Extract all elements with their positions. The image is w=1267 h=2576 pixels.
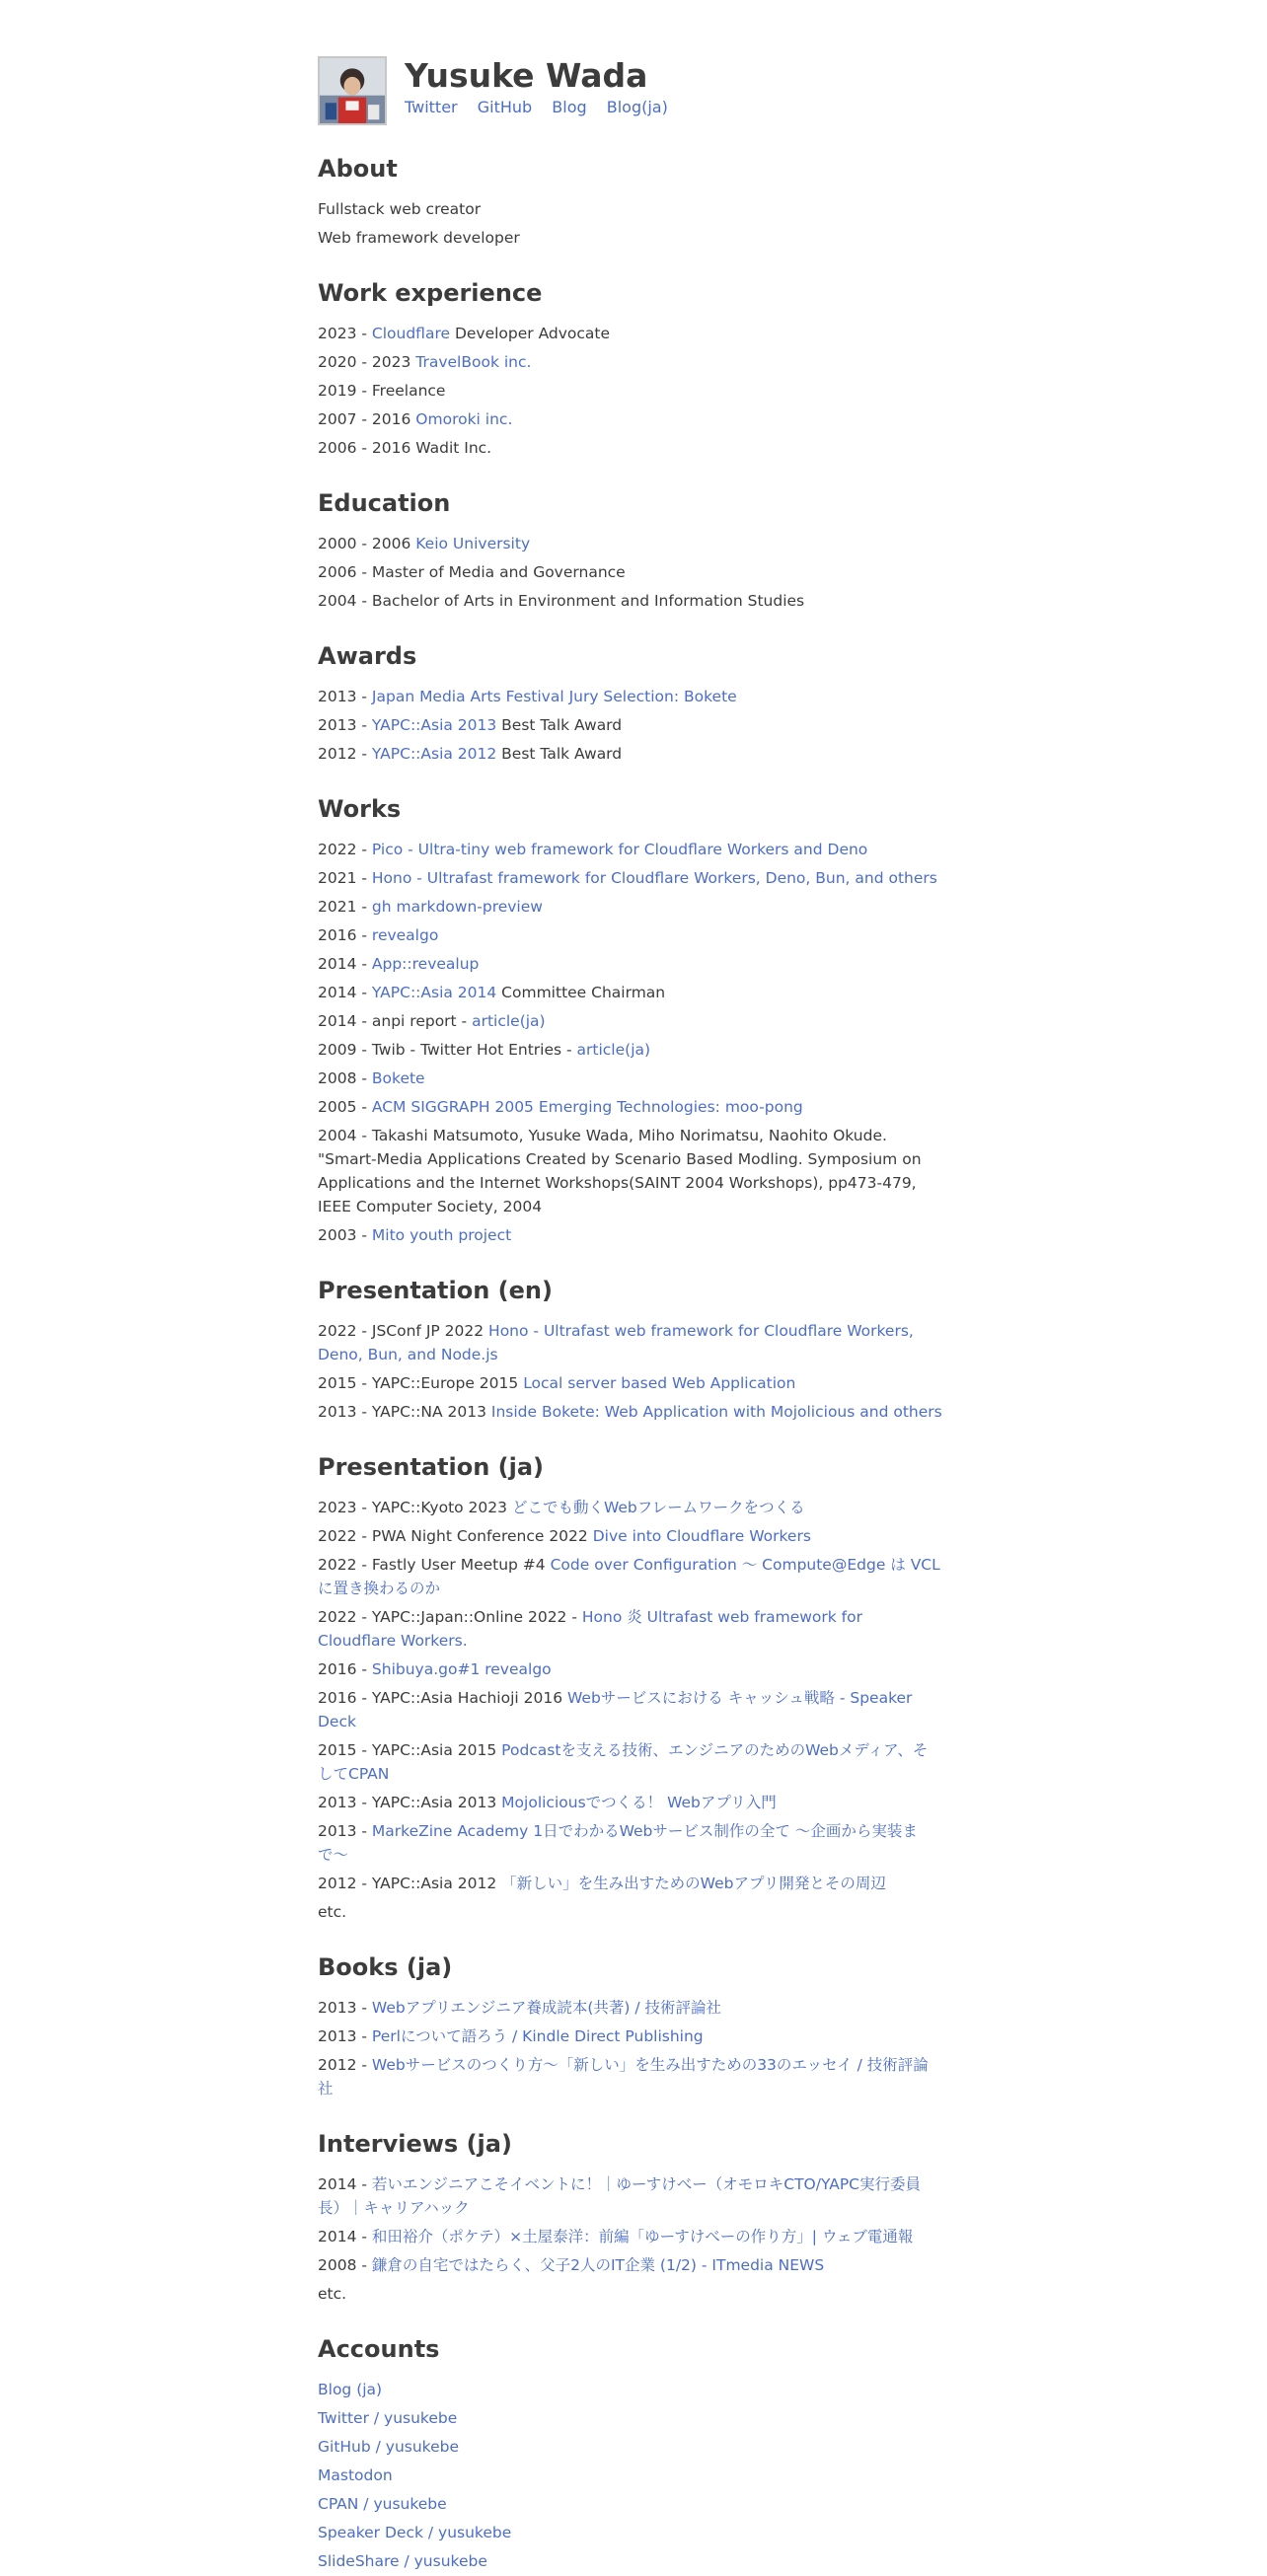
list-item (318, 1553, 942, 1600)
item-text: 2013 - YAPC::NA 2013 (318, 1403, 491, 1421)
list-item (318, 713, 942, 737)
blog-ja-link[interactable]: Blog(ja) (606, 98, 668, 116)
item-link[interactable]: どこでも動くWebフレームワークをつくる (511, 1499, 805, 1516)
list-item (318, 589, 942, 613)
item-link[interactable]: Mojoliciousでつくる！ Webアプリ入門 (501, 1794, 777, 1811)
item-link[interactable]: article(ja) (576, 1041, 651, 1059)
item-link[interactable]: ACM SIGGRAPH 2005 Emerging Technologies: moo-pong (371, 1098, 803, 1116)
list-item (318, 1819, 942, 1867)
about-line: Web framework developer (318, 229, 520, 247)
list-item (318, 1657, 942, 1681)
item-text: 2004 - Takashi Matsumoto, Yusuke Wada, Miho Norimatsu, Naohito Okude. "Smart-Media Applications Created by Scenario Based Modling. Symposium on Applications and the Internet Workshops(SAINT 2004 Workshops), pp473-479, IEEE Computer Society, 2004 (318, 1127, 922, 1215)
list-item (318, 1686, 942, 1733)
profile-text (405, 56, 683, 118)
item-link[interactable]: Mito youth project (371, 1226, 512, 1244)
item-text: 2022 - (318, 841, 372, 858)
education-list (318, 532, 942, 613)
item-text: 2023 - YAPC::Kyoto 2023 (318, 1499, 512, 1516)
item-text-suffix: Best Talk Award (496, 716, 623, 734)
item-text: 2021 - (318, 869, 372, 887)
list-item (318, 350, 942, 374)
item-link[interactable]: Shibuya.go#1 revealgo (371, 1660, 552, 1678)
list-item (318, 952, 942, 976)
item-link[interactable]: TravelBook inc. (415, 353, 532, 371)
account-link-slideshare[interactable]: SlideShare / yusukebe (318, 2552, 487, 2570)
list-item (318, 1738, 942, 1786)
profile-name: Yusuke Wada (405, 56, 648, 95)
item-text: 2003 - (318, 1226, 372, 1244)
list-item (318, 1095, 942, 1119)
list-item (318, 322, 942, 345)
item-link[interactable]: Hono - Ultrafast web framework for Cloudflare Workers, Deno, Bun, and Node.js (318, 1322, 914, 1363)
presentation-ja-etc: etc. (318, 1903, 347, 1921)
item-text: 2006 - Master of Media and Governance (318, 563, 626, 581)
list-item (318, 2253, 942, 2277)
list-item (318, 1400, 942, 1424)
list-item (318, 742, 942, 766)
item-text: 2007 - 2016 (318, 410, 416, 428)
presentation-ja-list (318, 1496, 942, 1895)
list-item (318, 981, 942, 1004)
item-text: 2008 - (318, 2256, 372, 2274)
presentation-en-heading: Presentation (en) (318, 1277, 553, 1304)
item-text: 2006 - 2016 Wadit Inc. (318, 439, 492, 457)
item-text: 2000 - 2006 (318, 535, 416, 552)
item-text: 2022 - YAPC::Japan::Online 2022 - (318, 1608, 582, 1626)
accounts-list (318, 2378, 942, 2573)
twitter-link[interactable]: Twitter (405, 98, 458, 116)
list-item (318, 838, 942, 861)
list-item (318, 2053, 942, 2100)
item-text: 2008 - (318, 1069, 372, 1087)
item-text: 2009 - Twib - Twitter Hot Entries - (318, 1041, 577, 1059)
item-text: 2020 - 2023 (318, 353, 416, 371)
item-text: 2014 - (318, 2175, 372, 2193)
list-item (318, 2172, 942, 2220)
list-item (318, 1496, 942, 1519)
item-text: 2019 - Freelance (318, 382, 446, 400)
list-item (318, 560, 942, 584)
item-link[interactable]: gh markdown-preview (371, 898, 543, 916)
profile-links (405, 97, 683, 118)
list-item (318, 2225, 942, 2248)
account-link-mastodon[interactable]: Mastodon (318, 2466, 393, 2484)
item-text: 2013 - (318, 716, 372, 734)
list-item (318, 895, 942, 919)
item-link[interactable]: Webアプリエンジニア養成読本(共著) / 技術評論社 (371, 1999, 722, 2017)
item-text: 2013 - (318, 688, 372, 705)
works-list (318, 838, 942, 1247)
item-link[interactable]: Keio University (415, 535, 531, 552)
list-item (318, 407, 942, 431)
list-item (318, 1067, 942, 1090)
list-item (318, 1872, 942, 1895)
item-link[interactable]: YAPC::Asia 2014 (371, 984, 497, 1001)
item-text: 2012 - YAPC::Asia 2012 (318, 1875, 502, 1892)
work-heading: Work experience (318, 279, 543, 307)
item-link[interactable]: 「新しい」を生み出すためのWebアプリ開発とその周辺 (501, 1875, 886, 1892)
list-item (318, 1223, 942, 1247)
item-text: 2013 - YAPC::Asia 2013 (318, 1794, 502, 1811)
item-link[interactable]: Podcastを支える技術、エンジニアのためのWebメディア、そしてCPAN (318, 1741, 929, 1783)
item-text: 2005 - (318, 1098, 372, 1116)
list-item (318, 866, 942, 890)
item-text-suffix: Best Talk Award (496, 745, 623, 763)
item-link[interactable]: Webサービスにおける キャッシュ戦略 - Speaker Deck (318, 1689, 913, 1730)
item-text: 2015 - YAPC::Europe 2015 (318, 1374, 524, 1392)
item-text: 2022 - JSConf JP 2022 (318, 1322, 489, 1340)
awards-list (318, 685, 942, 766)
item-link[interactable]: Perlについて語ろう / Kindle Direct Publishing (371, 2027, 704, 2045)
account-link-blog-ja[interactable]: Blog (ja) (318, 2381, 383, 2398)
item-text: 2012 - (318, 745, 372, 763)
item-text-suffix: Developer Advocate (450, 325, 611, 342)
interviews-etc: etc. (318, 2285, 347, 2303)
education-heading: Education (318, 489, 451, 517)
presentation-ja-heading: Presentation (ja) (318, 1453, 545, 1481)
works-heading: Works (318, 795, 402, 823)
item-text: 2014 - (318, 984, 372, 1001)
item-text: 2012 - (318, 2056, 372, 2074)
item-link[interactable]: Hono 炎 Ultrafast web framework for Cloudflare Workers. (318, 1608, 862, 1650)
profile-header (318, 56, 942, 130)
item-text: 2022 - PWA Night Conference 2022 (318, 1527, 593, 1545)
list-item (318, 436, 942, 460)
page (318, 0, 942, 2573)
list-item (318, 1371, 942, 1395)
interviews-heading: Interviews (ja) (318, 2130, 512, 2158)
item-text: 2014 - (318, 2228, 372, 2245)
github-link[interactable]: GitHub (477, 98, 533, 116)
item-link[interactable]: MarkeZine Academy 1日でわかるWebサービス制作の全て 〜企画から実装まで〜 (318, 1822, 918, 1864)
item-link[interactable]: Pico - Ultra-tiny web framework for Cloudflare Workers and Deno (371, 841, 868, 858)
blog-link[interactable]: Blog (552, 98, 587, 116)
item-link[interactable]: Webサービスのつくり方〜「新しい」を生み出すための33のエッセイ / 技術評論社 (318, 2056, 929, 2098)
list-item (318, 923, 942, 947)
list-item (318, 685, 942, 708)
item-text: 2021 - (318, 898, 372, 916)
list-item (318, 1319, 942, 1366)
list-item (318, 1009, 942, 1033)
account-link-github[interactable]: GitHub / yusukebe (318, 2438, 460, 2456)
list-item (318, 1605, 942, 1653)
item-link[interactable]: article(ja) (472, 1012, 546, 1030)
list-item (318, 1038, 942, 1062)
list-item (318, 532, 942, 555)
item-text-suffix: Committee Chairman (496, 984, 666, 1001)
item-link[interactable]: Local server based Web Application (523, 1374, 796, 1392)
item-text: 2016 - (318, 926, 372, 944)
account-link-twitter[interactable]: Twitter / yusukebe (318, 2409, 458, 2427)
item-text: 2023 - (318, 325, 372, 342)
item-link[interactable]: Code over Configuration 〜 Compute@Edge は VCL に置き換わるのか (318, 1556, 940, 1597)
list-item (318, 1791, 942, 1814)
item-link[interactable]: 若いエンジニアこそイベントに！｜ゆーすけべー（オモロキCTO/YAPC実行委員長）｜キャリアハック (318, 2175, 921, 2217)
awards-heading: Awards (318, 642, 417, 670)
accounts-heading: Accounts (318, 2335, 440, 2363)
list-item (318, 1524, 942, 1548)
item-link[interactable]: YAPC::Asia 2013 (371, 716, 497, 734)
item-text: 2013 - (318, 2027, 372, 2045)
item-text: 2016 - YAPC::Asia Hachioji 2016 (318, 1689, 567, 1707)
presentation-en-list (318, 1319, 942, 1424)
account-link-speakerdeck[interactable]: Speaker Deck / yusukebe (318, 2524, 512, 2541)
item-text: 2013 - (318, 1999, 372, 2017)
item-link[interactable]: Dive into Cloudflare Workers (592, 1527, 811, 1545)
account-link-cpan[interactable]: CPAN / yusukebe (318, 2495, 447, 2513)
item-text: 2016 - (318, 1660, 372, 1678)
item-link[interactable]: Inside Bokete: Web Application with Mojolicious and others (490, 1403, 942, 1421)
item-link[interactable]: App::revealup (371, 955, 480, 973)
list-item (318, 1124, 942, 1218)
item-link[interactable]: Japan Media Arts Festival Jury Selection: Bokete (371, 688, 737, 705)
about-section (318, 197, 942, 250)
books-list (318, 1996, 942, 2100)
interviews-list (318, 2172, 942, 2277)
item-text: 2014 - anpi report - (318, 1012, 473, 1030)
about-heading: About (318, 155, 398, 183)
item-text: 2015 - YAPC::Asia 2015 (318, 1741, 502, 1759)
item-text: 2004 - Bachelor of Arts in Environment and Information Studies (318, 592, 805, 610)
item-link[interactable]: 鎌倉の自宅ではたらく、父子2人のIT企業 (1/2) - ITmedia NEWS (371, 2256, 825, 2274)
item-link[interactable]: 和田裕介（ポケテ）×土屋泰洋：前編「ゆーすけべーの作り方」| ウェブ電通報 (371, 2228, 914, 2245)
item-link[interactable]: YAPC::Asia 2012 (371, 745, 497, 763)
about-line: Fullstack web creator (318, 200, 482, 218)
avatar (318, 56, 387, 125)
item-link[interactable]: Bokete (371, 1069, 425, 1087)
item-text: 2013 - (318, 1822, 372, 1840)
item-link[interactable]: Hono - Ultrafast framework for Cloudflare Workers, Deno, Bun, and others (371, 869, 937, 887)
list-item (318, 2024, 942, 2048)
work-list (318, 322, 942, 460)
item-link[interactable]: Cloudflare (371, 325, 451, 342)
item-text: 2014 - (318, 955, 372, 973)
item-link[interactable]: Omoroki inc. (415, 410, 513, 428)
item-text: 2022 - Fastly User Meetup #4 (318, 1556, 551, 1574)
item-link[interactable]: revealgo (371, 926, 439, 944)
list-item (318, 1996, 942, 2020)
list-item (318, 379, 942, 403)
books-heading: Books (ja) (318, 1953, 453, 1981)
